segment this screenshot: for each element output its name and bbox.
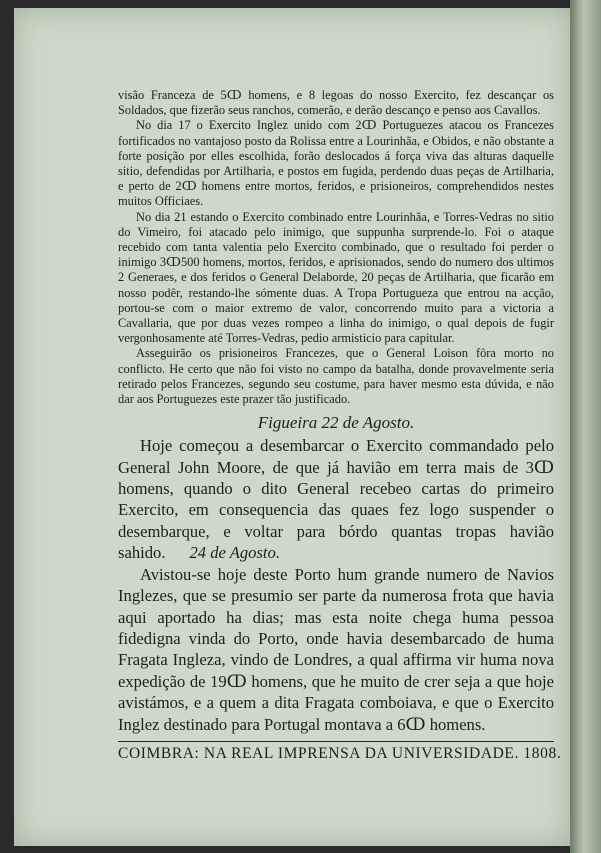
small-type-section [118, 88, 554, 407]
paragraph-text: Hoje começou a desembarcar o Exercito commandado pelo General John Moore, de que já havião em terra mais de 3ↀ homens, quando o dito General recebeo cartas do primeiro Exercito, em consequencia das quaes fez logo suspender o desembarque, e voltar para bórdo quantas tropas havião sahido. [118, 436, 554, 563]
paragraph [118, 435, 554, 563]
book-spine-edge [570, 0, 601, 853]
dateline-heading: Figueira 22 de Agosto. [257, 413, 415, 433]
imprint-line: COIMBRA: NA REAL IMPRENSA DA UNIVERSIDADE. 1808. [118, 744, 562, 762]
paragraph: No dia 17 o Exercito Inglez unido com 2ↀ Portuguezes atacou os Francezes fortificados no vantajoso posto da Rolissa entre a Lourinhãa, e Obidos, e não obstante a forte posição por elles escolhida, forão deslocados á força viva das alturas daquelle sitio, defendidas por Artilharia, e postos em fugida, perdendo duas peças de Artilharia, e perto de 2ↀ homens entre mortos, feridos, e prisioneiros, comprehendidos nestes muitos Officiaes. [118, 118, 554, 209]
inline-dateline: 24 de Agosto. [189, 543, 280, 563]
paragraph: Avistou-se hoje deste Porto hum grande numero de Navios Inglezes, que se presumio ser parte da numerosa frota que havia aqui aportado ha dias; mas esta noite chega huma pessoa fidedigna vinda do Porto, onde havia desembarcado de huma Fragata Ingleza, vindo de Londres, a qual affirma vir huma nova expedição de 19ↀ homens, que he muito de crer seja a que hoje avistámos, e a quem a dita Fragata comboiava, e que o Exercito Inglez destinado para Portugal montava a 6ↀ homens. [118, 564, 554, 734]
paragraph: visão Franceza de 5ↀ homens, e 8 legoas do nosso Exercito, fez descançar os Soldados, que fizerão seus ranchos, comerão, e derão descanço e penso aos Cavallos. [118, 88, 554, 118]
document-body [118, 88, 562, 763]
paragraph: Asseguirão os prisioneiros Francezes, que o General Loison fôra morto no conflicto. He certo que não foi visto no campo da batalha, donde provavelmente seria retirado pelos Francezes, segundo seu costume, para haver mesmo esta dúvida, e não dar aos Portuguezes este prazer tão justificado. [118, 346, 554, 407]
footer-rule [118, 741, 554, 742]
large-type-section [118, 435, 554, 735]
document-page [14, 8, 570, 846]
paragraph: No dia 21 estando o Exercito combinado entre Lourinhãa, e Torres-Vedras no sitio do Vimeiro, foi atacado pelo inimigo, que suppunha surprende-lo. Foi o ataque recebido com tanta valentia pelo Exercito combinado, que o resultado foi perder o inimigo 3ↀ500 homens, mortos, feridos, e aprisionados, sendo do numero dos ultimos 2 Generaes, e dos feridos o General Delaborde, 20 peças de Artilharia, que ficarão em nosso podêr, restando-lhe sómente duas. A Tropa Portugueza que entrou na acção, portou-se com o maior extremo de valor, concorrendo muito para a victoria a Cavallaria, que por duas vezes rompeo a linha do inimigo, o qual depois de fugir vergonhosamente até Torres-Vedras, pedio armisticio para capitular. [118, 209, 554, 346]
